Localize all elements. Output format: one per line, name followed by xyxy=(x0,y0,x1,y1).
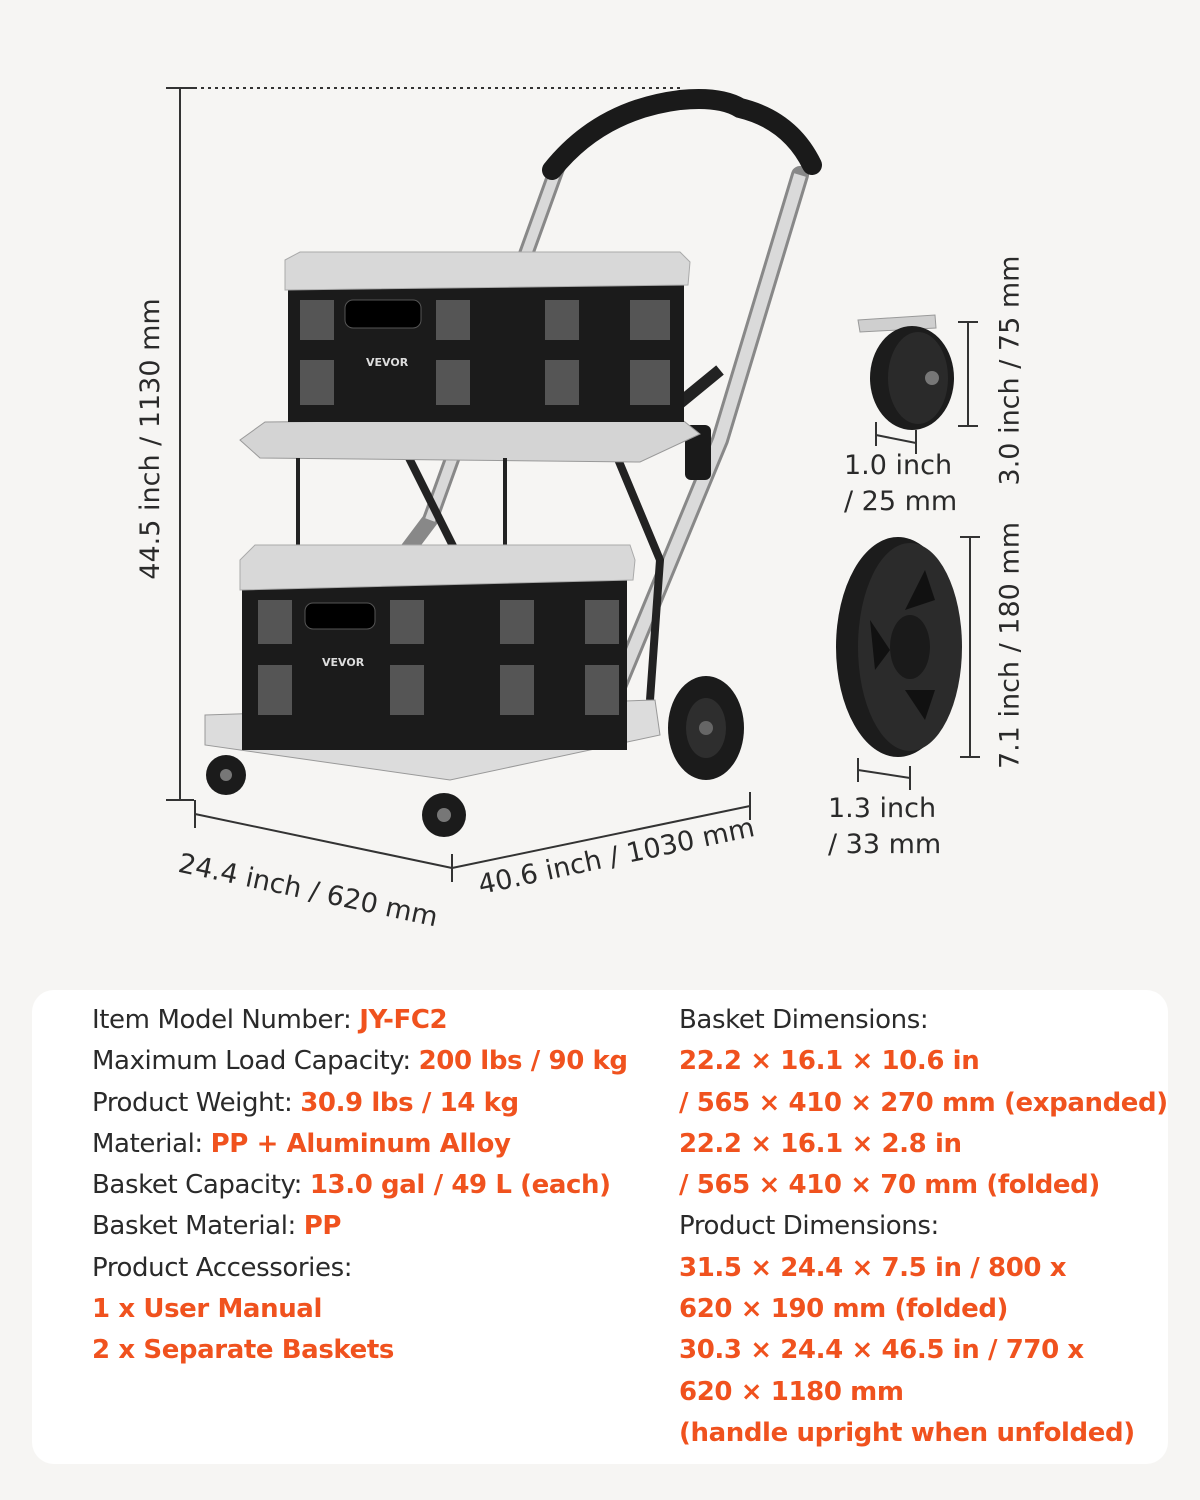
large-wheel-detail xyxy=(836,537,962,757)
spec-row: 620 × 190 mm (folded) xyxy=(679,1294,1009,1325)
spec-row: Product Weight: 30.9 lbs / 14 kg xyxy=(92,1087,519,1118)
spec-row: Basket Dimensions: xyxy=(679,1005,929,1035)
spec-row: (handle upright when unfolded) xyxy=(679,1417,1135,1448)
spec-row: Basket Capacity: 13.0 gal / 49 L (each) xyxy=(92,1170,611,1201)
spec-row: Item Model Number: JY-FC2 xyxy=(92,1005,448,1035)
wheel-width-label-line2: / 33 mm xyxy=(828,829,942,860)
spec-row: Product Dimensions: xyxy=(679,1211,939,1242)
length-label: 40.6 inch / 1030 mm xyxy=(475,812,758,901)
spec-row: Product Accessories: xyxy=(92,1252,353,1283)
spec-row: Material: PP + Aluminum Alloy xyxy=(92,1128,511,1159)
spec-row: Maximum Load Capacity: 200 lbs / 90 kg xyxy=(92,1046,628,1077)
spec-row: 2 x Separate Baskets xyxy=(92,1335,394,1366)
upper-shelf xyxy=(240,418,700,462)
caster-height-label: 3.0 inch / 75 mm xyxy=(994,255,1026,486)
spec-row: 22.2 × 16.1 × 2.8 in xyxy=(679,1128,962,1159)
specs-left-column xyxy=(92,1000,628,1372)
spec-row: 31.5 × 24.4 × 7.5 in / 800 x xyxy=(679,1252,1067,1283)
lower-basket xyxy=(240,545,635,750)
upper-basket xyxy=(285,252,690,422)
spec-row: / 565 × 410 × 270 mm (expanded) xyxy=(679,1087,1168,1118)
basket-brand-label: VEVOR xyxy=(366,356,409,369)
spec-row: 1 x User Manual xyxy=(92,1294,322,1325)
height-label: 44.5 inch / 1130 mm xyxy=(135,298,166,580)
spec-row: Basket Material: PP xyxy=(92,1211,342,1242)
specifications-card xyxy=(32,990,1168,1464)
spec-row: 30.3 × 24.4 × 46.5 in / 770 x xyxy=(679,1335,1084,1366)
width-label: 24.4 inch / 620 mm xyxy=(175,848,441,934)
spec-row: / 565 × 410 × 70 mm (folded) xyxy=(679,1170,1100,1201)
caster-width-label-line2: / 25 mm xyxy=(844,486,958,517)
caster-wheel-detail xyxy=(858,315,954,430)
specs-right-column xyxy=(679,1000,1168,1454)
basket-brand-label: VEVOR xyxy=(322,656,365,669)
wheel-width-label-line1: 1.3 inch xyxy=(828,793,937,824)
caster-width-label-line1: 1.0 inch xyxy=(844,450,953,481)
wheel-height-label: 7.1 inch / 180 mm xyxy=(994,521,1026,770)
spec-row: 620 × 1180 mm xyxy=(679,1376,904,1407)
spec-row: 22.2 × 16.1 × 10.6 in xyxy=(679,1046,980,1077)
